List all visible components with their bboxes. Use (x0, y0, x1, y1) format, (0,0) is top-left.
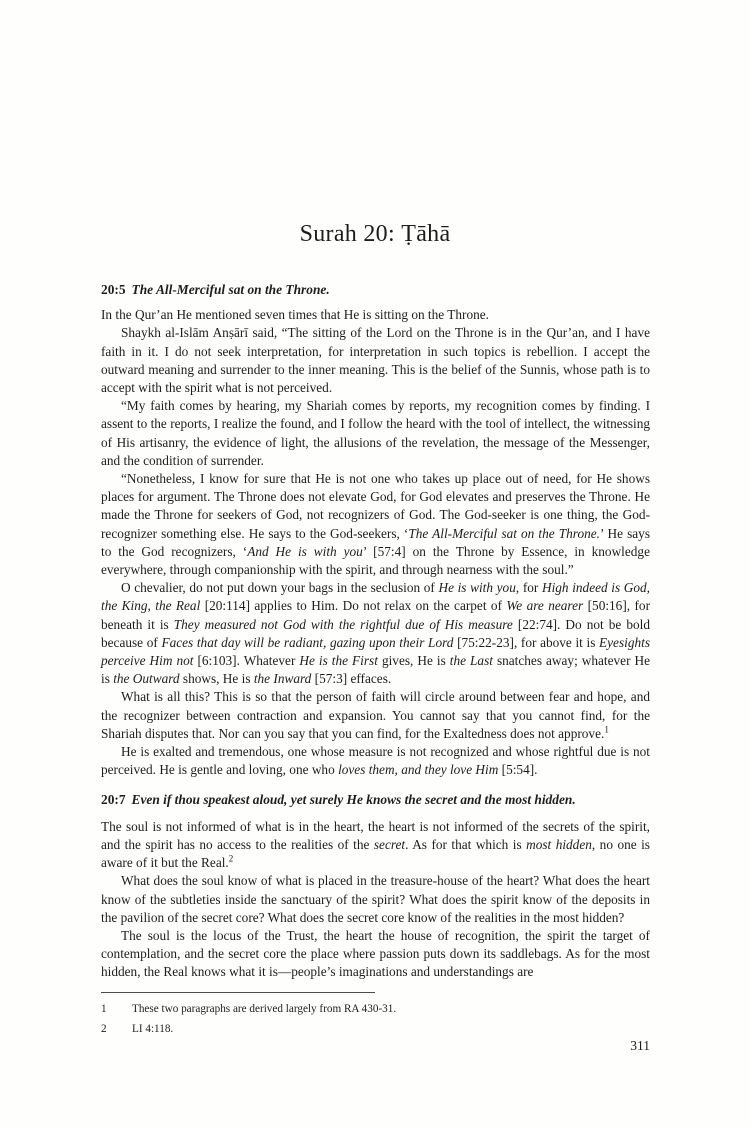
text-run: [50:16], for beneath it is (101, 598, 651, 632)
text-run: gives, He is (377, 653, 450, 669)
text-run: [6:103]. Whatever (193, 653, 300, 669)
footnote-marker: 2 (228, 853, 234, 864)
text-run: He is with you (438, 580, 516, 596)
text-run: ’ He says to the God recognizers, ‘ (101, 525, 650, 559)
text-run: What is all this? This is so that the person of faith will circle around between fear and hope, and the recognizer between contraction and expansion. You cannot say that you cannot find, for the Shariah disputes that. Nor can you say that you can find, for the Exaltedness does not approve. (101, 689, 650, 741)
text-run: Eyesights perceive Him not (101, 634, 650, 669)
footnote-text: LI 4:118. (132, 1022, 174, 1035)
text-run: secret (373, 836, 406, 852)
text-run: the Inward (253, 671, 312, 687)
text-run: High indeed is God, the King, the Real (101, 580, 651, 614)
text-run: O chevalier, do not put down your bags in the seclusion of (121, 580, 439, 596)
paragraph (101, 306, 650, 324)
text-run: They measured not God with the rightful due of His measure (173, 616, 513, 632)
text-run: ’ [57:4] on the Throne by Essence, in knowledge everywhere, through companionship with the spirit, and through nearness with the soul.” (101, 543, 650, 578)
text-run: loves them, and they love Him (338, 762, 499, 778)
text-run: , no one is aware of it but the Real. (101, 836, 650, 871)
text-run: The soul is not informed of what is in the heart, the heart is not informed of the secrets of the spirit, and the spirit has no access to the realities of the (101, 818, 650, 852)
text-run: , for (515, 580, 542, 596)
footnote (101, 1019, 650, 1039)
text-run: He is the First (299, 653, 378, 669)
footnotes (101, 992, 650, 1039)
text-run: 20:7 (101, 792, 126, 808)
paragraph (101, 818, 650, 873)
text-run: He is exalted and tremendous, one whose measure is not recognized and whose rightful due is not perceived. He is gentle and loving, one who (101, 744, 650, 778)
text-run: most hidden (526, 836, 592, 852)
text-run: Faces that day will be radiant, gazing upon their Lord (161, 634, 454, 650)
page-number: 311 (630, 1038, 650, 1053)
text-run: “Nonetheless, I know for sure that He is not one who takes up place out of need, for He shows places for argument. The Throne does not elevate God, for God elevates and preserves the Throne. He made the Throne for seekers of God, not recognizers of God. The God-seeker is one thing, the God-recognizer something else. He says to the God-seekers, ‘ (101, 471, 650, 541)
text-run: In the Qur’an He mentioned seven times that He is sitting on the Throne. (101, 307, 489, 323)
footnote-number: 1 (101, 1002, 107, 1015)
paragraph (101, 579, 650, 688)
footnote-text: These two paragraphs are derived largely from RA 430-31. (132, 1002, 397, 1015)
page-title: Surah 20: Ṭāhā (299, 221, 451, 247)
paragraph (101, 688, 650, 743)
footnote-list (101, 999, 650, 1039)
paragraph (101, 470, 650, 579)
content-blocks (101, 281, 650, 1039)
footnote-number: 2 (101, 1022, 107, 1035)
text-run: The All-Merciful sat on the Throne. (408, 525, 600, 541)
text-run: We are nearer (506, 598, 584, 614)
paragraph (101, 324, 650, 397)
paragraph (101, 872, 650, 927)
text-run: The All-Merciful sat on the Throne. (131, 282, 330, 297)
text-run: the Outward (113, 671, 180, 687)
text-run: [75:22-23], for above it is (453, 634, 600, 650)
paragraph (101, 927, 650, 982)
paragraph (101, 397, 650, 470)
section-heading (101, 281, 650, 299)
footnote-separator (101, 992, 375, 993)
text-run: And He is with you (247, 543, 363, 559)
text-run: Even if thou speakest aloud, yet surely He knows the secret and the most hidden. (131, 792, 576, 808)
text-run: [22:74]. Do not be bold because of (101, 616, 650, 650)
footnote-marker: 1 (604, 724, 609, 735)
text-run: [5:54]. (498, 762, 538, 778)
text-run: . As for that which is (405, 836, 527, 852)
text-run: Shaykh al-Islām Anṣārī said, “The sitting of the Lord on the Throne is in the Qur’an, and I have faith in it. I do not seek interpretation, for interpretation in such topics is rebellion. I accept the outward meaning and surrender to the inner meaning. This is the belief of the Sunnis, whose path is to accept with the spirit what is not perceived. (101, 325, 650, 396)
text-run: the Last (449, 653, 493, 669)
text-run: [57:3] effaces. (311, 671, 392, 687)
text-run: “My faith comes by hearing, my Shariah comes by reports, my recognition comes by finding. I assent to the reports, I realize the found, and I follow the heard with the tool of intellect, the witnessing of His artisanry, the evidence of light, the allusions of the revelation, the message of the Messenger, and the condition of surrender. (101, 398, 650, 468)
footnote (101, 999, 650, 1019)
text-run: snatches away; whatever He is (101, 653, 651, 687)
text-run: 20:5 (101, 282, 126, 297)
section-heading (101, 791, 650, 809)
text-run: shows, He is (179, 671, 254, 687)
text-run: The soul is the locus of the Trust, the heart the house of recognition, the spirit the target of contemplation, and the secret core the place where passion puts down its saddlebags. As for the most hidden, the Real knows what it is—people’s imaginations and understandings are (101, 927, 650, 980)
text-run: What does the soul know of what is placed in the treasure-house of the heart? What does the heart know of the subtleties inside the sanctuary of the spirit? What does the spirit know of the deposits in the pavilion of the secret core? What does the secret core know of the realities in the most hidden? (101, 873, 650, 925)
text-run: [20:114] applies to Him. Do not relax on the carpet of (200, 598, 507, 614)
paragraph (101, 743, 650, 779)
